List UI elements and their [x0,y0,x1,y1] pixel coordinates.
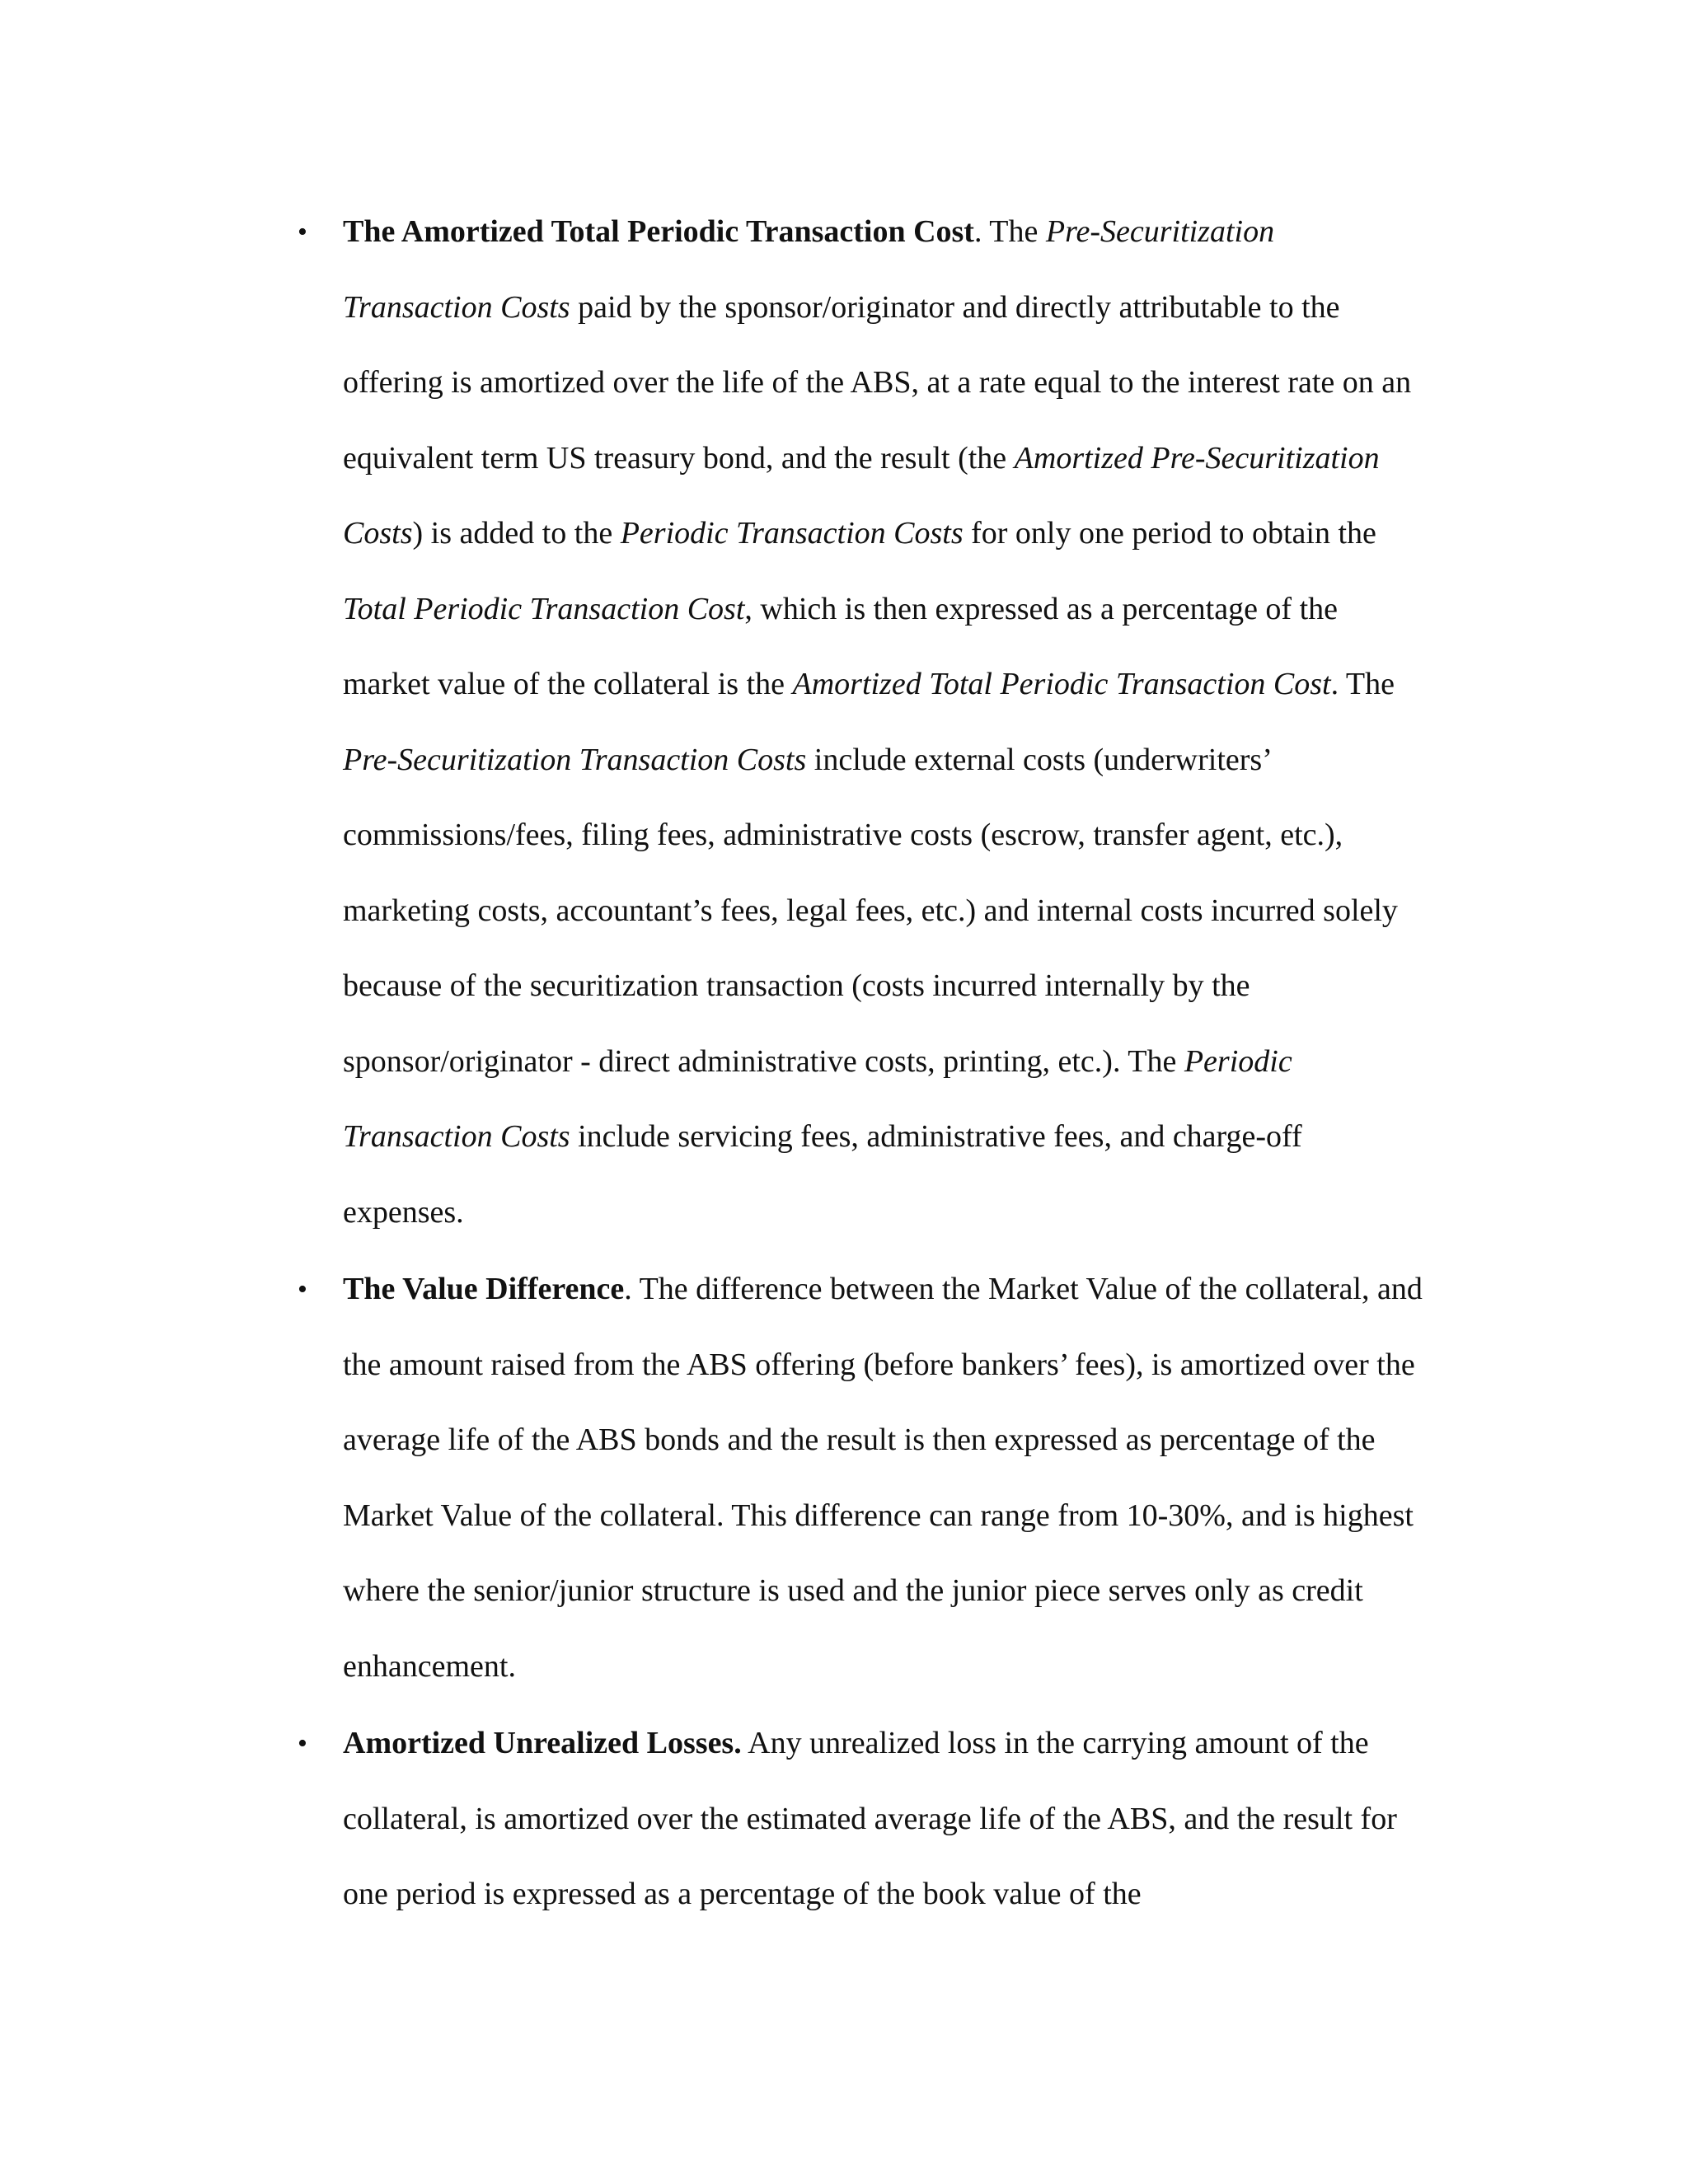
item-heading: The Value Difference [343,1272,625,1306]
heading-period: . [624,1272,632,1306]
text-run: The difference between the Market Value of the collateral, and the amount raised from the ABS offering (before bankers’ fees), is amortized over the average life of the ABS bonds and the result is then expressed as percentage of the Market Value of the collateral. This difference can range from 10-30%, and is highest where the senior/junior structure is used and the junior piece serves only as credit enhancement. [343,1272,1423,1684]
bullet-icon: • [298,1728,307,1759]
text-run: include servicing fees, administrative fees, and charge-off expenses. [343,1119,1302,1230]
heading-period: . [973,214,982,249]
text-run: include external costs (underwriters’ commissions/fees, filing fees, administrative costs (escrow, transfer agent, etc.), marketing costs, accountant’s fees, legal fees, etc.) and internal costs incurred solely because of the securitization transaction (costs incurred internally by the sponsor/originator - direct administrative costs, printing, etc.). The [343,742,1398,1079]
text-run: Any unrealized loss in the carrying amount of the collateral, is amortized over the estimated average life of the ABS, and the result for one period is expressed as a percentage of the book value of the [343,1726,1397,1911]
bullet-icon: • [298,217,307,247]
text-run: The [982,214,1046,249]
paragraph-text [343,1252,1428,1704]
italic-term: Amortized Pre-Securitization Costs [343,440,1380,551]
list-item-amortized-unrealized-losses [290,1706,1428,1933]
italic-term: Periodic Transaction Costs [620,516,964,551]
italic-term: Total Periodic Transaction Cost [343,591,745,626]
text-run: , which is then expressed as a percentage of the market value of the collateral is the [343,591,1339,701]
item-heading: Amortized Unrealized Losses. [343,1726,742,1760]
text-run: ) is added to the [412,516,621,551]
list-item-amortized-total-periodic-transaction-cost [290,194,1428,1250]
text-run: . The [1330,667,1395,701]
text-run: paid by the sponsor/originator and directly attributable to the offering is amortized over the life of the ABS, at a rate equal to the interest rate on an equivalent term US treasury bond, and the result (the [343,289,1412,476]
italic-term: Amortized Total Periodic Transaction Cost [792,667,1331,701]
paragraph-text [343,1706,1428,1933]
list-item-value-difference [290,1252,1428,1704]
paragraph-text [343,194,1428,1250]
text-run: for only one period to obtain the [963,516,1376,551]
italic-term: Pre-Securitization Transaction Costs [343,214,1275,325]
item-heading: The Amortized Total Periodic Transaction Cost [343,214,974,249]
italic-term: Pre-Securitization Transaction Costs [343,742,807,777]
bullet-list [290,194,1428,1934]
bullet-icon: • [298,1274,307,1305]
italic-term: Periodic Transaction Costs [343,1043,1292,1154]
